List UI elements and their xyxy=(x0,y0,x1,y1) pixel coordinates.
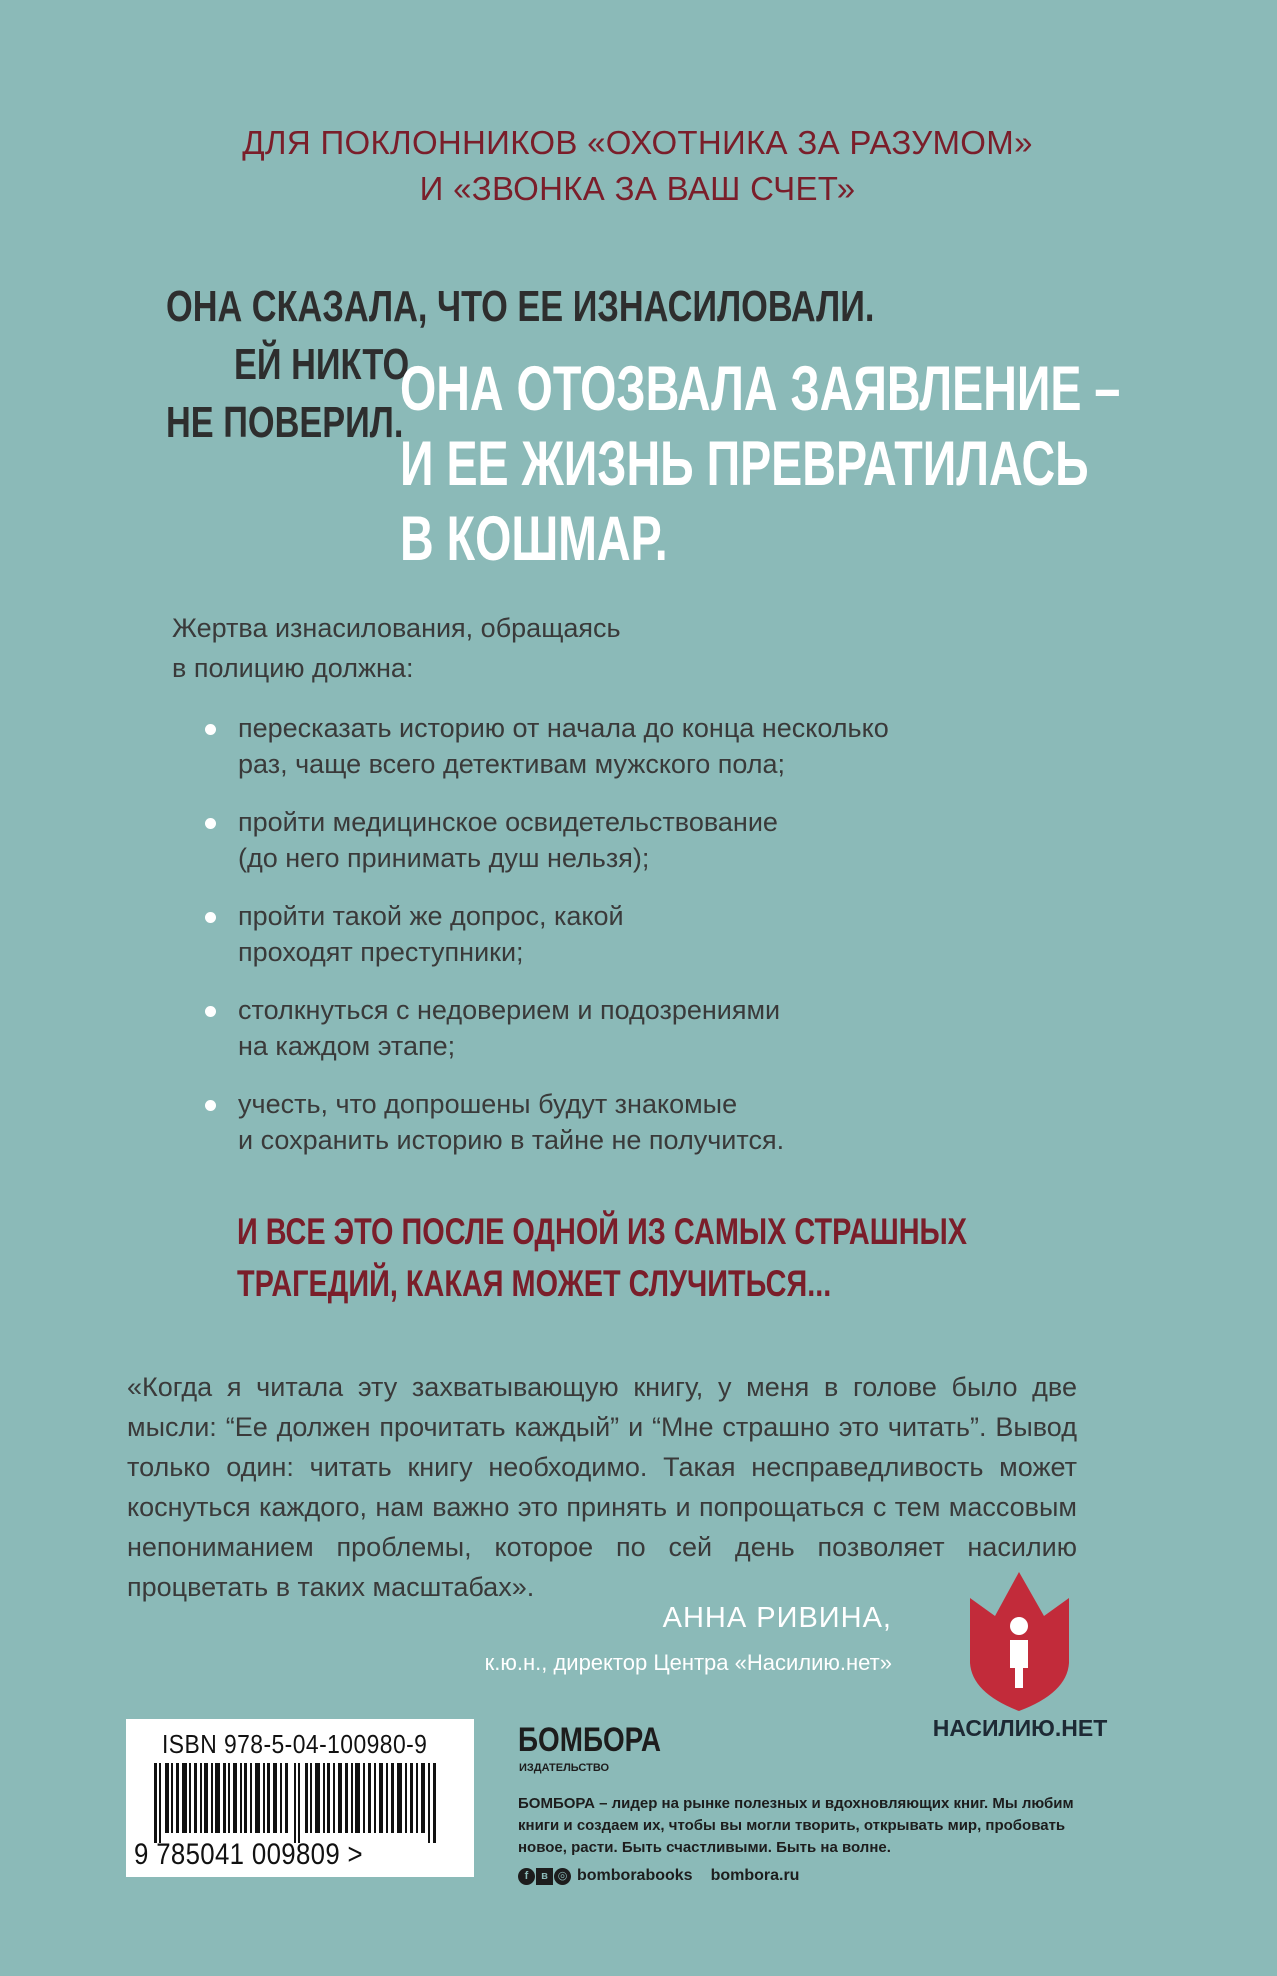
quote-author: АННА РИВИНА, xyxy=(662,1602,892,1634)
list-item-line2: (до него принимать душ нельзя); xyxy=(238,843,650,873)
list-item xyxy=(205,992,1005,1064)
lead-white-line2: И ЕЕ ЖИЗНЬ ПРЕВРАТИЛАСЬ xyxy=(400,429,1089,499)
list-item-line1: пройти такой же допрос, какой xyxy=(238,901,624,931)
nasiliu-label: НАСИЛИЮ.НЕТ xyxy=(932,1715,1108,1741)
list-item-line1: столкнуться с недоверием и подозрениями xyxy=(238,995,781,1025)
requirements-list xyxy=(205,710,1005,1180)
facebook-icon[interactable]: f xyxy=(518,1868,535,1885)
list-item-line2: и сохранить историю в тайне не получится. xyxy=(238,1125,785,1155)
tragedy-line2: ТРАГЕДИЙ, КАКАЯ МОЖЕТ СЛУЧИТЬСЯ... xyxy=(237,1263,832,1304)
barcode-digits: 9 785041 009809 > xyxy=(134,1838,363,1871)
list-item-line2: раз, чаще всего детективам мужского пола; xyxy=(238,749,786,779)
social-handle[interactable]: bomborabooks xyxy=(577,1867,693,1884)
isbn-text: ISBN 978-5-04-100980-9 xyxy=(162,1729,428,1759)
tragedy-line1: И ВСЕ ЭТО ПОСЛЕ ОДНОЙ ИЗ САМЫХ СТРАШНЫХ xyxy=(237,1211,968,1252)
review-quote: «Когда я читала эту захватывающую книгу, у меня в голове было две мысли: “Ее должен прочитать каждый” и “Мне страшно это читать”. Вывод только один: читать книгу необходимо. Такая несправедливость может коснуться каждого, нам важно это принять и попрощаться с тем массовым непониманием проблемы, которое по сей день позволяет насилию процветать в таких масштабах». xyxy=(127,1372,1077,1602)
list-item xyxy=(205,804,1005,876)
list-item-line2: на каждом этапе; xyxy=(238,1031,456,1061)
intro-line2: в полицию должна: xyxy=(172,653,414,683)
fans-tagline-line1: ДЛЯ ПОКЛОННИКОВ «ОХОТНИКА ЗА РАЗУМОМ» xyxy=(242,124,1033,161)
list-item-line1: учесть, что допрошены будут знакомые xyxy=(238,1089,738,1119)
fans-tagline xyxy=(150,120,1125,212)
quote-author-role: к.ю.н., директор Центра «Насилию.нет» xyxy=(484,1650,892,1675)
barcode-icon xyxy=(140,1763,460,1843)
list-item xyxy=(205,898,1005,970)
list-item-line1: пройти медицинское освидетельствование xyxy=(238,807,778,837)
intro-line1: Жертва изнасилования, обращаясь xyxy=(172,613,621,643)
fans-tagline-line2: И «ЗВОНКА ЗА ВАШ СЧЕТ» xyxy=(419,170,856,207)
publisher-subtitle: ИЗДАТЕЛЬСТВО xyxy=(519,1762,610,1774)
isbn-barcode xyxy=(126,1719,474,1877)
instagram-icon[interactable]: ◎ xyxy=(554,1868,571,1885)
publisher-social xyxy=(518,1865,799,1887)
list-item-line2: проходят преступники; xyxy=(238,937,524,967)
vk-icon[interactable]: в xyxy=(536,1868,553,1885)
publisher-name: БОМБОРА xyxy=(518,1721,661,1759)
nasiliu-logo-icon xyxy=(962,1568,1077,1713)
list-item xyxy=(205,1086,1005,1158)
list-item xyxy=(205,710,1005,782)
list-item-line1: пересказать историю от начала до конца несколько xyxy=(238,713,889,743)
publisher-description: БОМБОРА – лидер на рынке полезных и вдохновляющих книг. Мы любим книги и создаем их, чтобы вы могли творить, открывать мир, пробовать новое, расти. Быть счастливыми. Быть на волне. xyxy=(518,1795,1074,1856)
lead-left-line3: НЕ ПОВЕРИЛ. xyxy=(166,398,404,447)
lead-line1: ОНА СКАЗАЛА, ЧТО ЕЕ ИЗНАСИЛОВАЛИ. xyxy=(166,282,875,331)
intro-text xyxy=(172,608,621,688)
lead-left-line2: ЕЙ НИКТО xyxy=(234,340,410,389)
publisher-site-link[interactable]: bombora.ru xyxy=(710,1867,800,1884)
lead-white-line1: ОНА ОТОЗВАЛА ЗАЯВЛЕНИЕ – xyxy=(400,354,1121,424)
lead-white-line3: В КОШМАР. xyxy=(400,504,668,574)
